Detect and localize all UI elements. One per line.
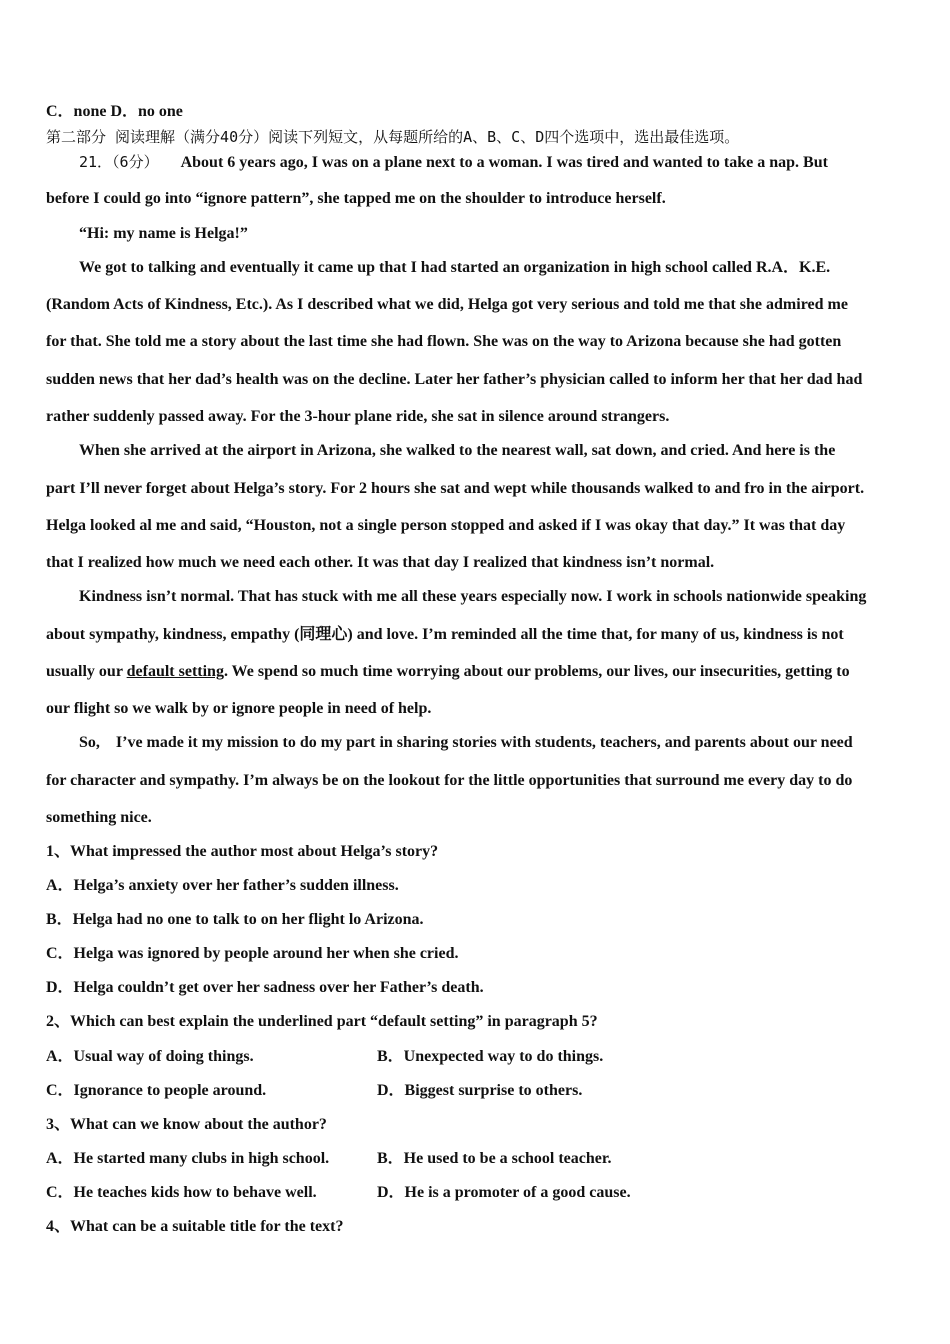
question-3-option-c: C．He teaches kids how to behave well. bbox=[46, 1184, 317, 1201]
question-3-option-b: B．He used to be a school teacher. bbox=[377, 1150, 612, 1167]
question-1-option-b: B．Helga had no one to talk to on her flight lo Arizona. bbox=[46, 911, 424, 928]
question-2-option-a: A．Usual way of doing things. bbox=[46, 1048, 254, 1065]
paragraph-6-line-3: something nice. bbox=[46, 809, 152, 826]
paragraph-5-line-2: about sympathy, kindness, empathy (同理心) and love. I’m reminded all the time that, for many of us, kindness is not bbox=[46, 626, 844, 643]
question-3-stem: 3、What can we know about the author? bbox=[46, 1116, 327, 1133]
paragraph-1-line-1: About 6 years ago, I was on a plane next to a woman. I was tired and wanted to take a nap. But bbox=[180, 154, 828, 171]
question-number: 21．（6分） bbox=[79, 153, 159, 171]
question-4-stem: 4、What can be a suitable title for the text? bbox=[46, 1218, 344, 1235]
paragraph-4-line-3: Helga looked al me and said, “Houston, not a single person stopped and asked if I was okay that day.” It was that day bbox=[46, 517, 846, 534]
question-1-option-a: A．Helga’s anxiety over her father’s sudden illness. bbox=[46, 877, 399, 894]
paragraph-3-line-4: sudden news that her dad’s health was on the decline. Later her father’s physician called to inform her that her dad had bbox=[46, 371, 863, 388]
section-header: 第二部分 阅读理解（满分40分）阅读下列短文，从每题所给的A、B、C、D四个选项中，选出最佳选项。 bbox=[46, 128, 740, 146]
passage-first-line bbox=[79, 152, 828, 173]
paragraph-3-line-2: (Random Acts of Kindness, Etc.). As I described what we did, Helga got very serious and told me that she admired me bbox=[46, 296, 848, 313]
paragraph-5-line-3-end: . We spend so much time worrying about our problems, our lives, our insecurities, getting to bbox=[223, 663, 850, 680]
paragraph-1-line-2: before I could go into “ignore pattern”, she tapped me on the shoulder to introduce herself. bbox=[46, 190, 666, 207]
paragraph-4-line-2: part I’ll never forget about Helga’s story. For 2 hours she sat and wept while thousands walked to and fro in the airport. bbox=[46, 480, 865, 497]
paragraph-5-line-3-start: usually our bbox=[46, 663, 127, 680]
paragraph-3-line-5: rather suddenly passed away. For the 3-hour plane ride, she sat in silence around strangers. bbox=[46, 408, 670, 425]
question-3-option-a: A．He started many clubs in high school. bbox=[46, 1150, 330, 1167]
question-1-option-d: D．Helga couldn’t get over her sadness over her Father’s death. bbox=[46, 979, 484, 996]
paragraph-5-line-1: Kindness isn’t normal. That has stuck with me all these years especially now. I work in schools nationwide speaking bbox=[79, 588, 867, 605]
question-1-option-c: C．Helga was ignored by people around her when she cried. bbox=[46, 945, 459, 962]
paragraph-4-line-1: When she arrived at the airport in Arizona, she walked to the nearest wall, sat down, and cried. And here is the bbox=[79, 442, 836, 459]
question-2-option-c: C．Ignorance to people around. bbox=[46, 1082, 267, 1099]
paragraph-3-line-3: for that. She told me a story about the last time she had flown. She was on the way to Arizona because she had gotten bbox=[46, 333, 842, 350]
paragraph-6-line-2: for character and sympathy. I’m always be on the lookout for the little opportunities that surround me every day to do bbox=[46, 772, 853, 789]
question-2-stem: 2、Which can best explain the underlined part “default setting” in paragraph 5? bbox=[46, 1013, 598, 1030]
previous-question-options: C．none D．no one bbox=[46, 103, 183, 120]
question-1-stem: 1、What impressed the author most about Helga’s story? bbox=[46, 843, 439, 860]
paragraph-3-line-1: We got to talking and eventually it came up that I had started an organization in high school called R.A．K.E. bbox=[79, 259, 831, 276]
paragraph-6-line-1: So, I’ve made it my mission to do my part in sharing stories with students, teachers, and parents about our need bbox=[79, 734, 853, 751]
question-2-option-b: B．Unexpected way to do things. bbox=[377, 1048, 604, 1065]
underlined-phrase: default setting bbox=[126, 663, 224, 680]
paragraph-5-line-3 bbox=[46, 662, 850, 682]
paragraph-5-line-4: our flight so we walk by or ignore people in need of help. bbox=[46, 700, 432, 717]
question-3-option-d: D．He is a promoter of a good cause. bbox=[377, 1184, 631, 1201]
question-2-option-d: D．Biggest surprise to others. bbox=[377, 1082, 583, 1099]
paragraph-2: “Hi: my name is Helga!” bbox=[79, 225, 248, 242]
paragraph-4-line-4: that I realized how much we need each other. It was that day I realized that kindness isn’t normal. bbox=[46, 554, 715, 571]
